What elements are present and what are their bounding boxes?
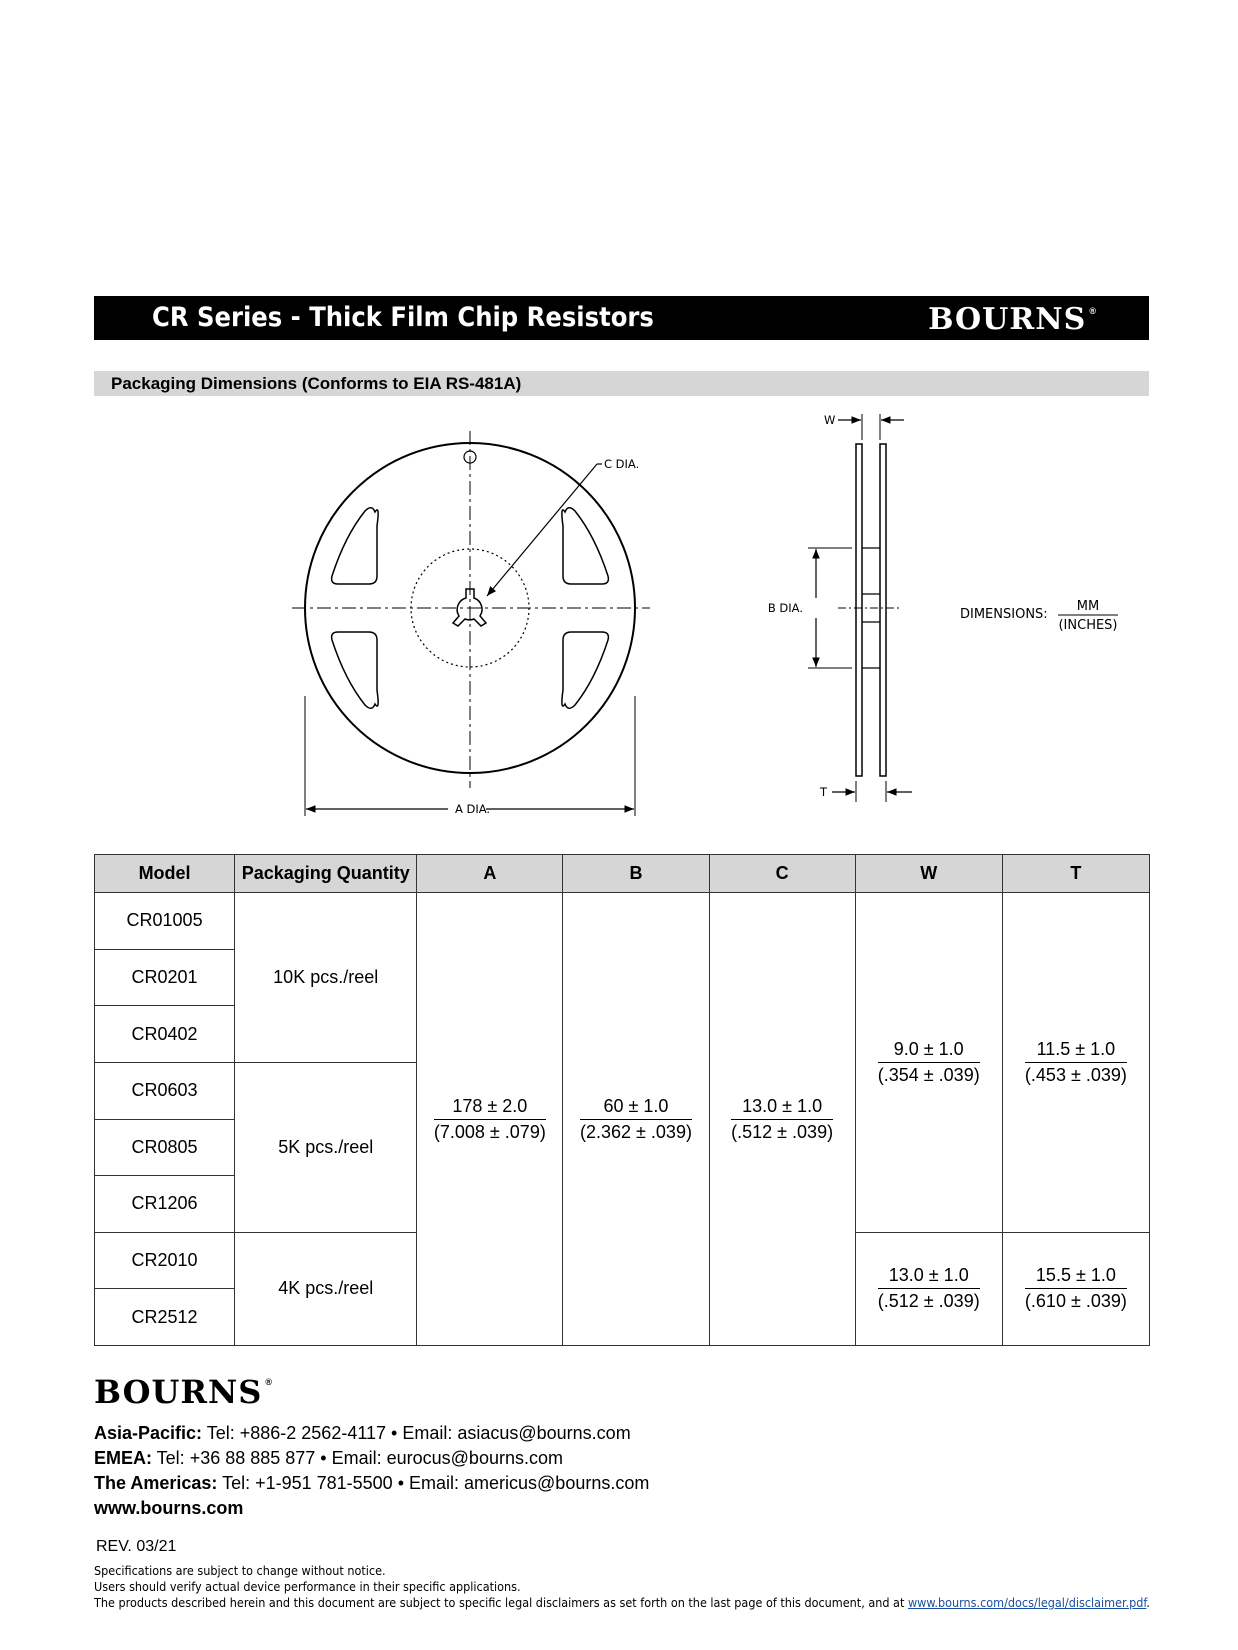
page-title: CR Series - Thick Film Chip Resistors <box>152 302 654 333</box>
packaging-table <box>94 854 1150 1346</box>
website-link[interactable]: www.bourns.com <box>94 1498 244 1518</box>
model-cell: CR0805 <box>95 1119 235 1176</box>
c-dia-leader <box>487 464 597 596</box>
c-dia-label: C DIA. <box>604 457 640 471</box>
w-cell-2 <box>855 1232 1002 1345</box>
contact-asia <box>94 1423 631 1444</box>
model-cell: CR0201 <box>95 949 235 1006</box>
col-header-t: T <box>1002 855 1149 893</box>
t2-in: (.610 ± .039) <box>1024 1291 1127 1312</box>
registered-mark: ® <box>1089 306 1097 316</box>
window-bottom-left <box>332 632 379 708</box>
asia-label: Asia-Pacific: <box>94 1423 203 1443</box>
asia-text: Tel: +886-2 2562-4117 • Email: asiacus@bourns.com <box>202 1423 631 1443</box>
b-in: (2.362 ± .039) <box>580 1121 692 1142</box>
model-cell: CR0402 <box>95 1006 235 1063</box>
contact-americas <box>94 1473 649 1494</box>
disclaimer-line-2: Users should verify actual device performance in their specific applications. <box>94 1579 521 1594</box>
footer-registered-mark: ® <box>265 1377 274 1387</box>
col-header-w: W <box>855 855 1002 893</box>
w-label: W <box>824 413 836 427</box>
emea-text: Tel: +36 88 885 877 • Email: eurocus@bourns.com <box>152 1448 563 1468</box>
section-bar <box>94 371 1149 396</box>
window-top-right <box>562 508 609 584</box>
quantity-cell: 10K pcs./reel <box>235 893 417 1063</box>
a-in: (7.008 ± .079) <box>433 1121 546 1142</box>
model-cell: CR2010 <box>95 1232 235 1289</box>
window-top-left <box>332 508 379 584</box>
footer-logo-text: BOURNS <box>94 1373 263 1411</box>
col-header-quantity: Packaging Quantity <box>235 855 417 893</box>
disclaimer-line-1: Specifications are subject to change without notice. <box>94 1563 386 1578</box>
w2-in: (.512 ± .039) <box>877 1291 980 1312</box>
w-cell-1 <box>855 893 1002 1233</box>
a-cell <box>417 893 563 1346</box>
b-cell <box>563 893 709 1346</box>
americas-text: Tel: +1-951 781-5500 • Email: americus@bourns.com <box>217 1473 650 1493</box>
logo-text: BOURNS <box>928 302 1087 337</box>
col-header-b: B <box>563 855 709 893</box>
unit-inches: (INCHES) <box>1058 618 1118 633</box>
section-title: Packaging Dimensions (Conforms to EIA RS-481A) <box>111 374 522 393</box>
model-cell: CR01005 <box>95 893 235 950</box>
col-header-c: C <box>709 855 855 893</box>
c-cell <box>709 893 855 1346</box>
model-cell: CR1206 <box>95 1176 235 1233</box>
w2-mm: 13.0 ± 1.0 <box>878 1265 980 1289</box>
window-bottom-right <box>562 632 609 708</box>
a-dia-label: A DIA. <box>455 802 491 816</box>
disclaimer-end: . <box>1146 1595 1150 1610</box>
c-mm: 13.0 ± 1.0 <box>731 1096 833 1120</box>
t1-mm: 11.5 ± 1.0 <box>1025 1039 1127 1063</box>
a-mm: 178 ± 2.0 <box>434 1096 546 1120</box>
quantity-cell: 4K pcs./reel <box>235 1232 417 1345</box>
t-label: T <box>820 785 828 799</box>
revision: REV. 03/21 <box>96 1538 177 1555</box>
footer-logo <box>94 1373 273 1411</box>
t2-mm: 15.5 ± 1.0 <box>1025 1265 1127 1289</box>
disclaimer-link[interactable]: www.bourns.com/docs/legal/disclaimer.pdf <box>907 1595 1147 1610</box>
table-row <box>95 893 1150 950</box>
col-header-a: A <box>417 855 563 893</box>
quantity-cell: 5K pcs./reel <box>235 1062 417 1232</box>
emea-label: EMEA: <box>94 1448 152 1468</box>
dimensions-label: DIMENSIONS: <box>960 607 1048 622</box>
b-dia-label: B DIA. <box>767 601 803 615</box>
w1-in: (.354 ± .039) <box>877 1064 980 1085</box>
disclaimer-line-3 <box>94 1595 1150 1610</box>
model-cell: CR0603 <box>95 1062 235 1119</box>
reel-front-view <box>292 431 650 816</box>
t-cell-1 <box>1002 893 1149 1233</box>
disclaimer-text: The products described herein and this document are subject to specific legal disclaimers as set forth on the last page of this document, and at <box>94 1595 908 1610</box>
t-cell-2 <box>1002 1232 1149 1345</box>
model-cell: CR2512 <box>95 1289 235 1346</box>
flange-left <box>856 444 862 776</box>
b-mm: 60 ± 1.0 <box>580 1096 692 1120</box>
t1-in: (.453 ± .039) <box>1024 1064 1127 1085</box>
w1-mm: 9.0 ± 1.0 <box>878 1039 980 1063</box>
table-header-row <box>95 855 1150 893</box>
unit-mm: MM <box>1076 599 1100 614</box>
americas-label: The Americas: <box>94 1473 218 1493</box>
reel-drawing <box>0 396 1238 826</box>
header-bar <box>94 296 1149 340</box>
c-in: (.512 ± .039) <box>731 1121 834 1142</box>
flange-right <box>880 444 886 776</box>
bourns-logo <box>928 302 1097 337</box>
col-header-model: Model <box>95 855 235 893</box>
contact-emea <box>94 1448 563 1469</box>
